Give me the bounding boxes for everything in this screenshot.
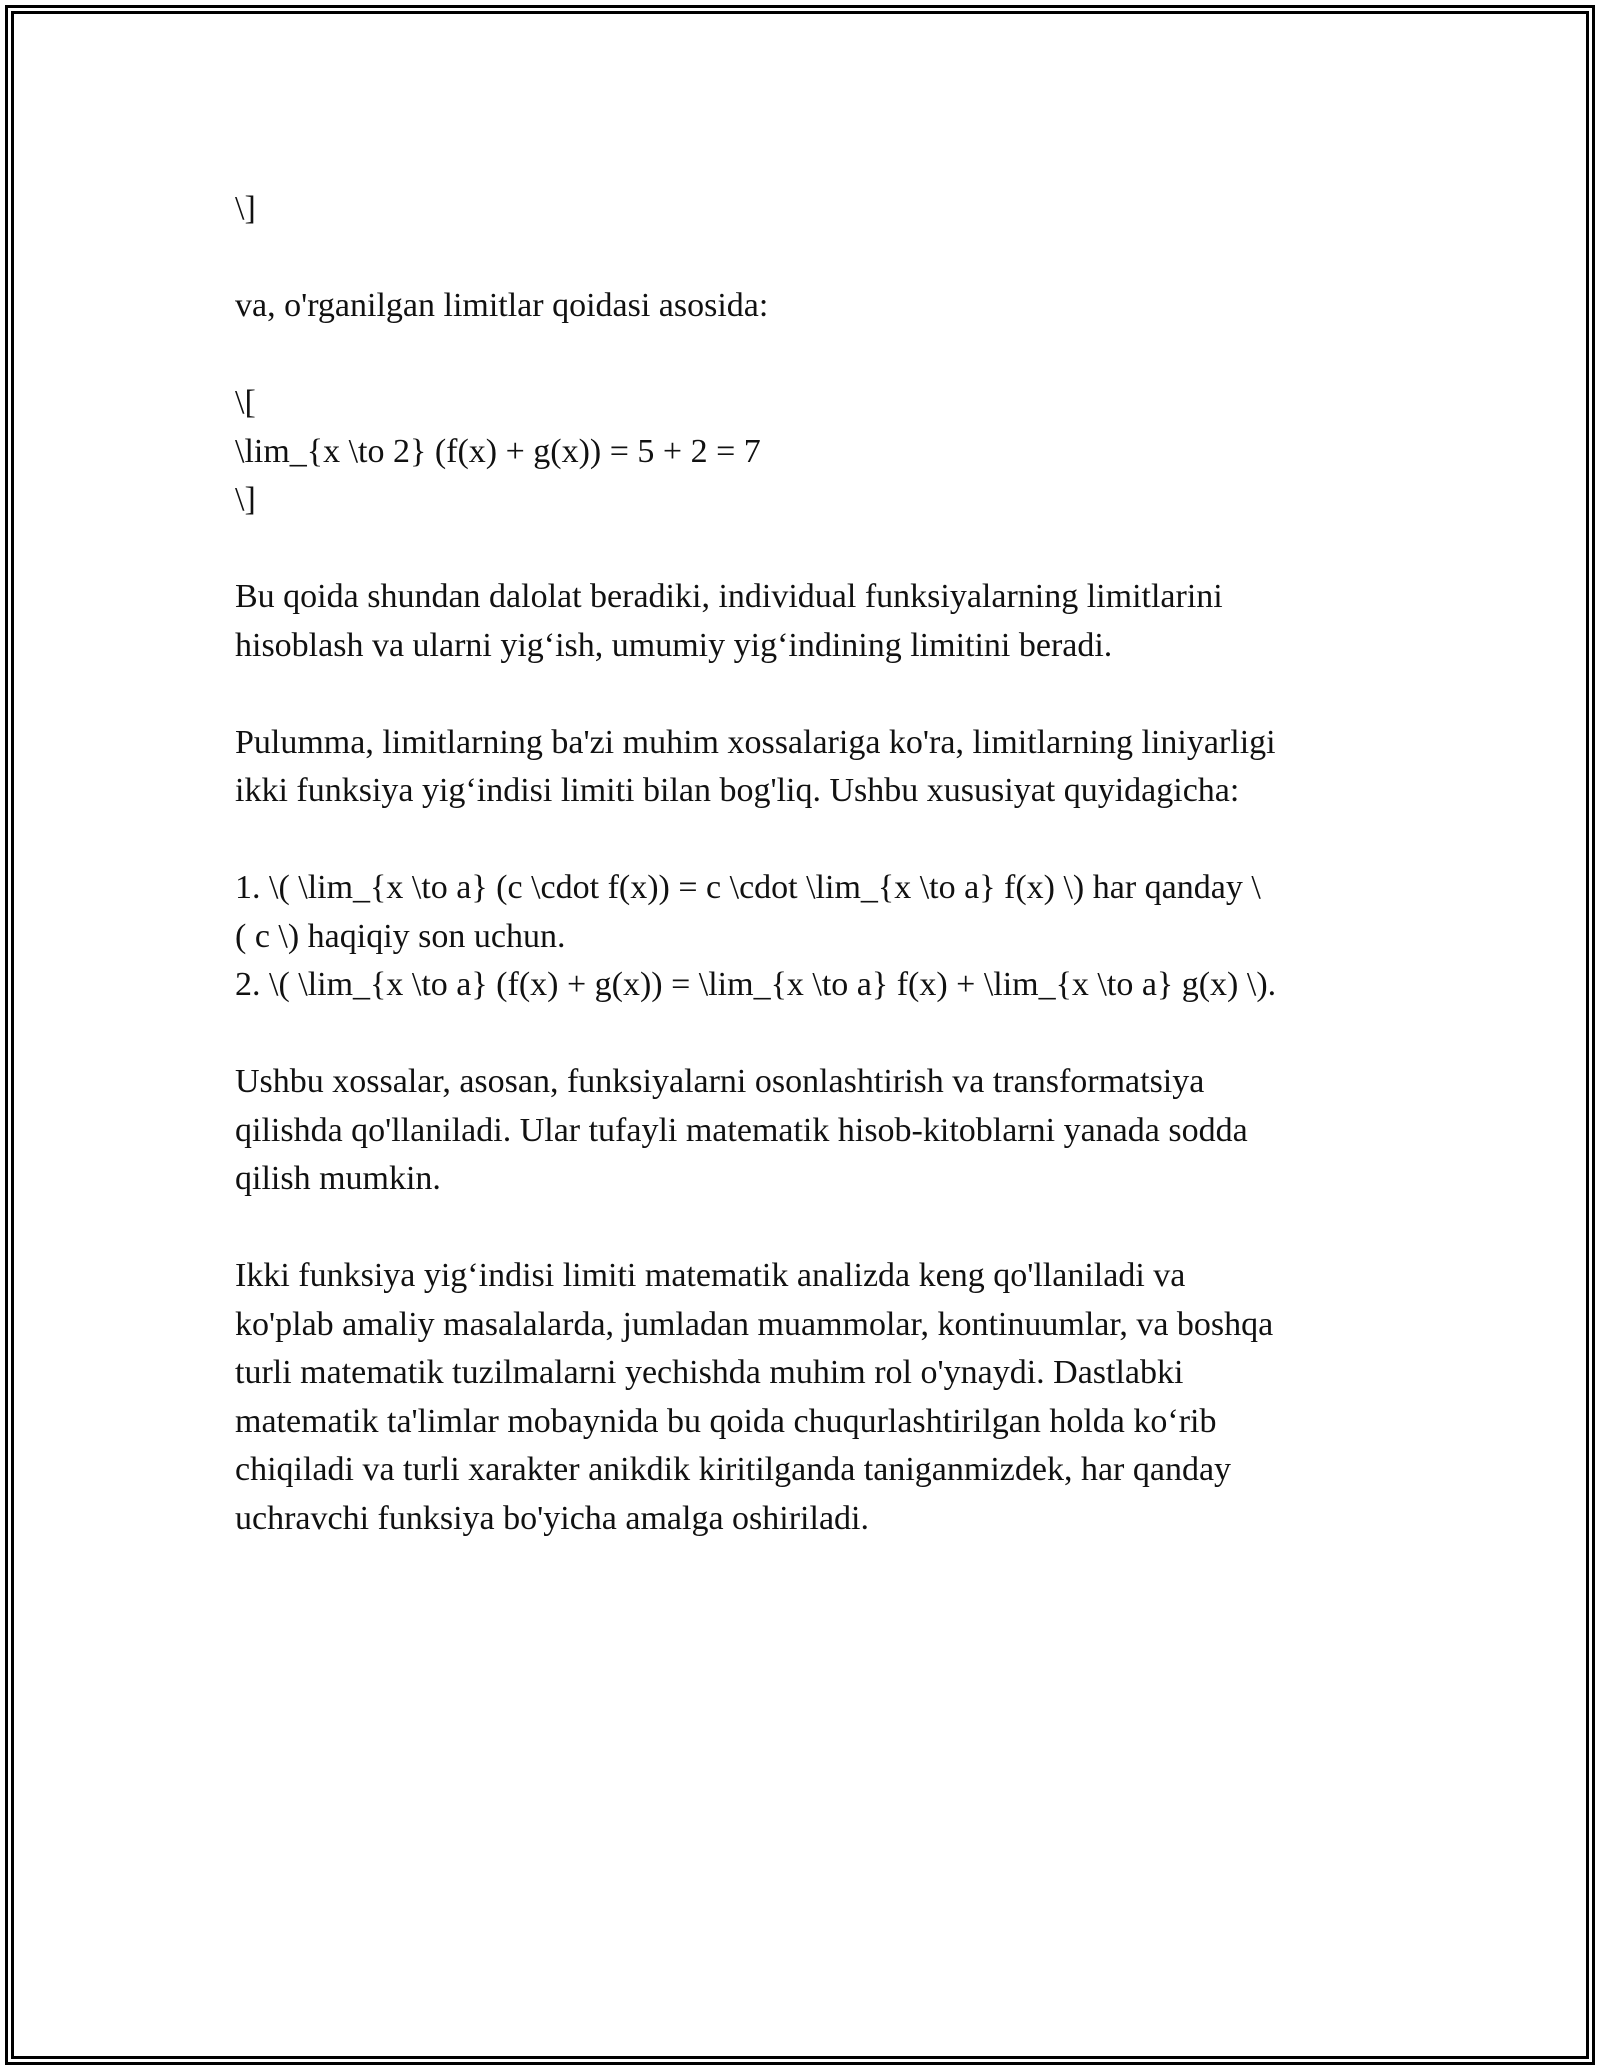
equation-block [235,379,1385,525]
paragraph-gap [235,1204,1385,1253]
properties-list [235,864,1385,1010]
list-item: 2. \( \lim_{x \to a} (f(x) + g(x)) = \lim_{x \to a} f(x) + \lim_{x \to a} g(x) \). [235,966,1277,1003]
document-body [235,185,1385,1543]
text-line: matematik ta'limlar mobaynida bu qoida chuqurlashtirilgan holda ko‘rib [235,1402,1217,1440]
paragraph-conclusion [235,1252,1385,1543]
text-line: va, o'rganilgan limitlar qoidasi asosida: [235,287,769,324]
list-item-continuation: ( c \) haqiqiy son uchun. [235,917,566,955]
paragraph-closing-bracket [235,185,1385,234]
text-line: ikki funksiya yig‘indisi limiti bilan bog'liq. Ushbu xususiyat quyidagicha: [235,772,1240,809]
paragraph-gap [235,525,1385,574]
text-line: Pulumma, limitlarning ba'zi muhim xossalariga ko'ra, limitlarning liniyarligi [235,723,1276,761]
paragraph-explanation [235,573,1385,670]
text-line: uchravchi funksiya bo'yicha amalga oshiriladi. [235,1499,869,1537]
paragraph-intro [235,282,1385,331]
equation-close: \] [235,481,256,518]
text-line: qilishda qo'llaniladi. Ular tufayli matematik hisob-kitoblarni yanada sodda [235,1111,1248,1149]
text-line: \] [235,190,256,227]
paragraph-gap [235,670,1385,719]
equation-body: \lim_{x \to 2} (f(x) + g(x)) = 5 + 2 = 7 [235,432,761,470]
text-line: chiqiladi va turli xarakter anikdik kiritilganda taniganmizdek, har qanday [235,1451,1232,1488]
text-line: Bu qoida shundan dalolat beradiki, individual funksiyalarning limitlarini [235,578,1223,615]
paragraph-usage [235,1058,1385,1204]
text-line: Ushbu xossalar, asosan, funksiyalarni osonlashtirish va transformatsiya [235,1063,1205,1100]
text-line: ko'plab amaliy masalalarda, jumladan muammolar, kontinuumlar, va boshqa [235,1305,1274,1343]
text-line: qilish mumkin. [235,1160,441,1197]
paragraph-gap [235,816,1385,865]
text-line: turli matematik tuzilmalarni yechishda muhim rol o'ynaydi. Dastlabki [235,1354,1184,1391]
equation-open: \[ [235,384,256,421]
paragraph-properties-intro [235,719,1385,816]
paragraph-gap [235,1010,1385,1059]
text-line: hisoblash va ularni yig‘ish, umumiy yig‘indining limitini beradi. [235,626,1113,664]
paragraph-gap [235,331,1385,380]
paragraph-gap [235,234,1385,283]
text-line: Ikki funksiya yig‘indisi limiti matematik analizda keng qo'llaniladi va [235,1257,1186,1294]
list-item: 1. \( \lim_{x \to a} (c \cdot f(x)) = c \cdot \lim_{x \to a} f(x) \) har qanday \ [235,869,1261,906]
